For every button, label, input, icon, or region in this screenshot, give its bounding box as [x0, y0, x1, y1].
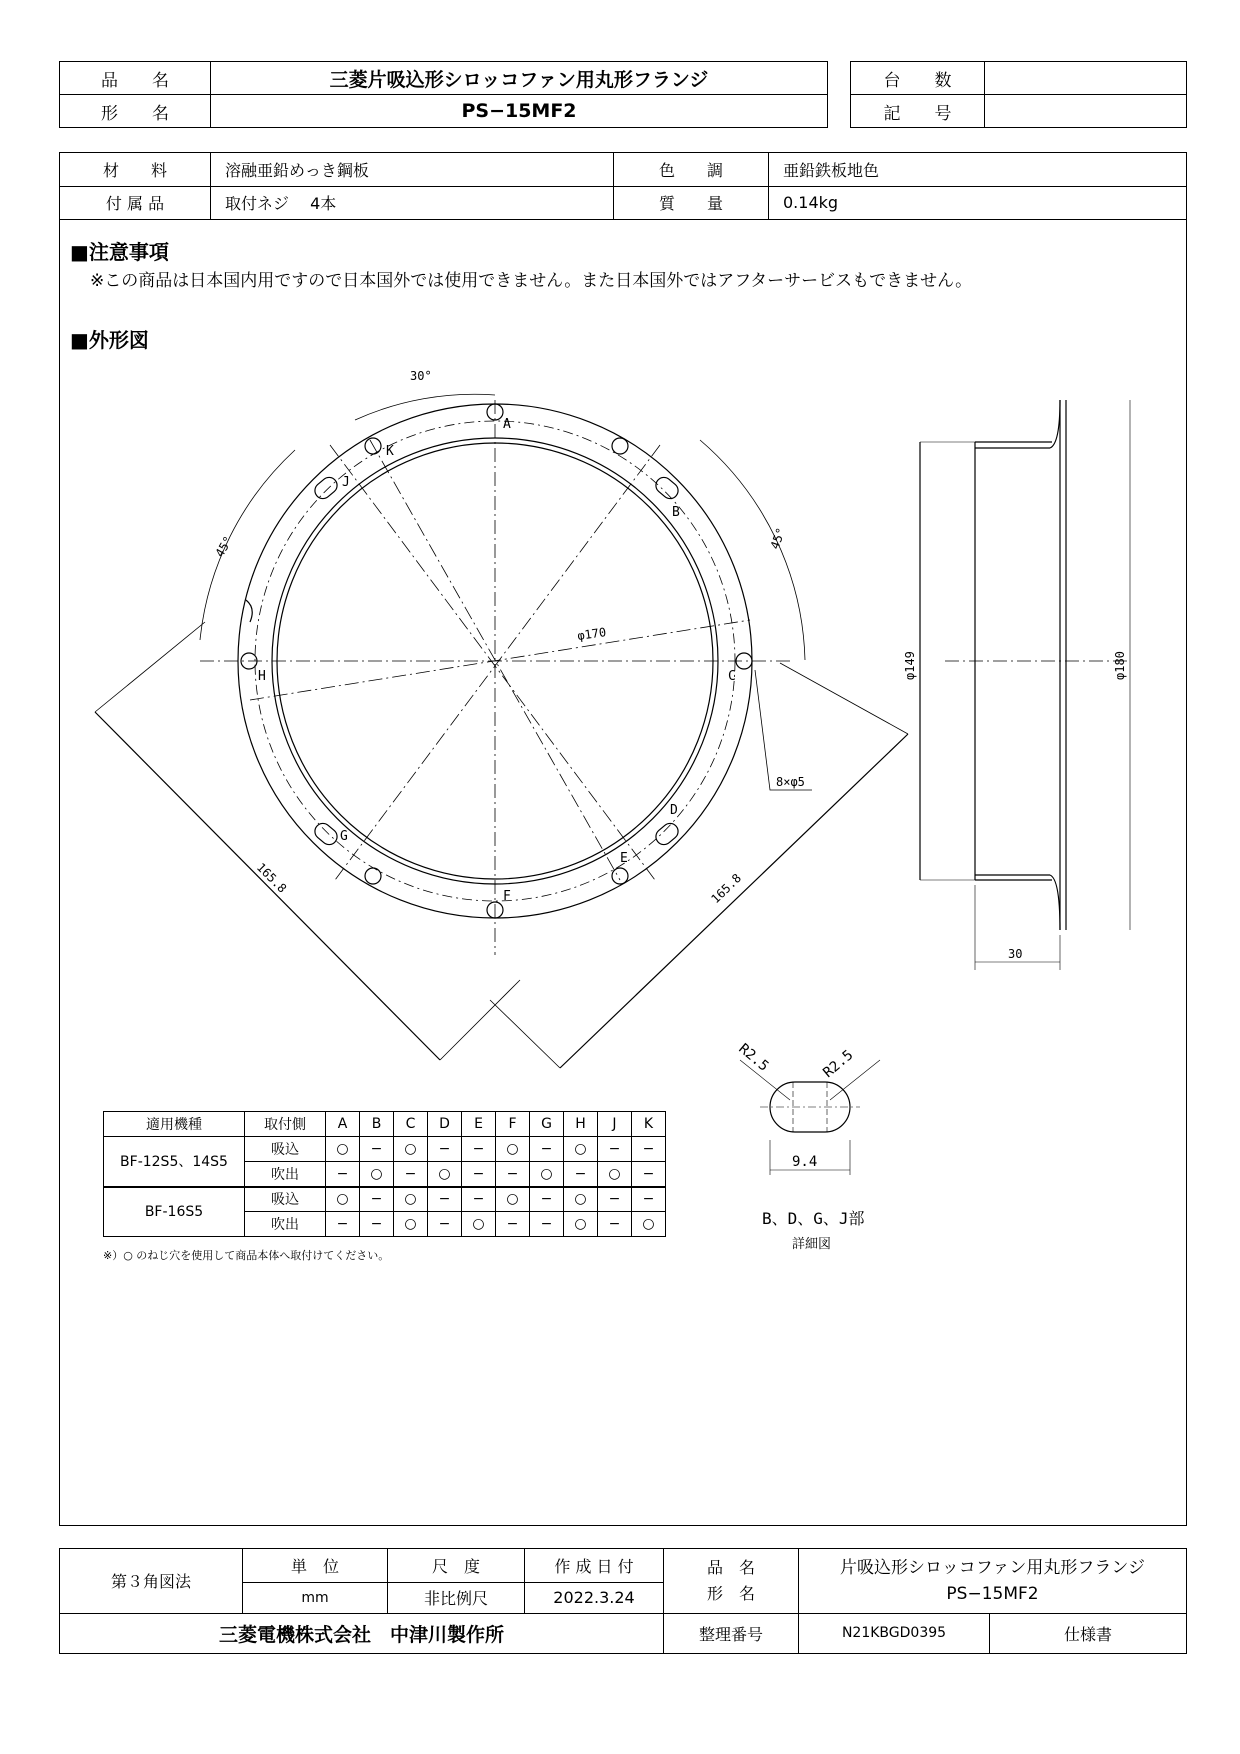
color-label: 色 調	[614, 153, 769, 187]
mount-mark: ○	[632, 1212, 666, 1237]
mount-col: H	[564, 1112, 598, 1137]
mount-mark: ○	[496, 1137, 530, 1162]
hole-bottom-left	[365, 868, 381, 884]
mount-col: E	[462, 1112, 496, 1137]
mount-h-model: 適用機種	[104, 1112, 245, 1137]
dim-149: φ149	[903, 651, 917, 680]
notice-text: ※この商品は日本国内用ですので日本国外では使用できません。また日本国外ではアフターサービスもできません。	[90, 271, 973, 291]
mount-mark: −	[598, 1212, 632, 1237]
mount-mark: −	[360, 1187, 394, 1212]
date-label: 作 成 日 付	[525, 1549, 664, 1583]
mount-mark: −	[360, 1137, 394, 1162]
date: 2022.3.24	[525, 1583, 664, 1613]
mount-mark: −	[394, 1162, 428, 1187]
mount-mark: −	[496, 1162, 530, 1187]
mount-mark: ○	[394, 1187, 428, 1212]
mount-mark: −	[462, 1162, 496, 1187]
hole-b	[653, 474, 682, 502]
mount-mark: −	[326, 1212, 360, 1237]
mount-col: G	[530, 1112, 564, 1137]
dim-holes: 8×φ5	[776, 775, 805, 789]
mount-mark: −	[632, 1187, 666, 1212]
mount-mark: ○	[530, 1162, 564, 1187]
symbol-label: 記 号	[851, 95, 985, 128]
label-g: G	[340, 829, 348, 844]
accessory-value: 取付ネジ 4本	[211, 186, 614, 220]
mass-label: 質 量	[614, 186, 769, 220]
material-label: 材 料	[60, 153, 211, 187]
angle-45-right: 45°	[767, 525, 789, 552]
mount-mark: ○	[496, 1187, 530, 1212]
product-label: 品 名	[60, 62, 211, 95]
label-j: J	[342, 475, 350, 490]
mount-mark: −	[530, 1187, 564, 1212]
footer-title	[799, 1549, 1187, 1614]
footer-table	[59, 1548, 1187, 1654]
mount-footnote: ※）○ のねじ穴を使用して商品本体へ取付けてください。	[103, 1249, 390, 1262]
mount-mark: −	[496, 1212, 530, 1237]
label-e: E	[620, 851, 628, 866]
detail-r-right: R2.5	[820, 1047, 857, 1082]
dim-180: φ180	[1113, 651, 1127, 680]
hole-d	[653, 820, 682, 848]
mount-mark: −	[462, 1187, 496, 1212]
detail-caption-2: 詳細図	[792, 1237, 832, 1252]
mount-col: F	[496, 1112, 530, 1137]
angle-45-left: 45°	[212, 533, 236, 560]
name-model-labels	[664, 1549, 799, 1614]
mount-mark: ○	[428, 1162, 462, 1187]
dim-depth: 30	[1008, 947, 1023, 961]
mount-mark: ○	[360, 1162, 394, 1187]
mount-mark: ○	[462, 1212, 496, 1237]
dim-170: φ170	[576, 625, 608, 643]
mount-side: 吸込	[245, 1187, 326, 1212]
mount-mark: −	[632, 1162, 666, 1187]
hole-e	[612, 868, 628, 884]
label-h: H	[258, 669, 266, 684]
hole-j	[312, 474, 341, 502]
color-value: 亜鉛鉄板地色	[769, 153, 1187, 187]
mount-mark: ○	[598, 1162, 632, 1187]
label-a: A	[503, 417, 511, 432]
mount-col: D	[428, 1112, 462, 1137]
mount-mark: −	[598, 1187, 632, 1212]
footer-model-label: 形 名	[706, 1583, 755, 1603]
material-value: 溶融亜鉛めっき鋼板	[211, 153, 614, 187]
mount-mark: −	[428, 1187, 462, 1212]
mount-mark: −	[564, 1162, 598, 1187]
detail-len: 9.4	[792, 1154, 818, 1170]
scale-label: 尺 度	[388, 1549, 525, 1583]
company: 三菱電機株式会社 中津川製作所	[60, 1613, 664, 1653]
label-f: F	[503, 889, 511, 904]
mount-mark: −	[632, 1137, 666, 1162]
dim-diag-right: 165.8	[708, 870, 745, 907]
flange-notch	[246, 600, 252, 622]
detail-r-left: R2.5	[735, 1040, 772, 1075]
mass-value: 0.14kg	[769, 186, 1187, 220]
ref: N21KBGD0395	[799, 1613, 990, 1653]
model-label: 形 名	[60, 95, 211, 128]
label-k: K	[386, 444, 394, 459]
mount-col: C	[394, 1112, 428, 1137]
mount-mark: ○	[394, 1212, 428, 1237]
projection: 第３角図法	[60, 1549, 243, 1614]
mount-mark: ○	[394, 1137, 428, 1162]
label-b: B	[672, 505, 680, 520]
footer-name: 片吸込形シロッコファン用丸形フランジ	[840, 1557, 1145, 1578]
label-c: C	[728, 669, 736, 684]
mount-mark: ○	[326, 1137, 360, 1162]
mount-table	[103, 1111, 666, 1237]
mount-side: 吸込	[245, 1137, 326, 1162]
mount-mark: ○	[564, 1137, 598, 1162]
mount-mark: −	[326, 1162, 360, 1187]
mount-mark: ○	[564, 1212, 598, 1237]
mount-col: K	[632, 1112, 666, 1137]
scale: 非比例尺	[388, 1583, 525, 1613]
hole-top-right	[612, 438, 628, 454]
mount-mark: −	[530, 1212, 564, 1237]
mount-side: 吹出	[245, 1162, 326, 1187]
mount-model: BF-16S5	[104, 1187, 245, 1237]
model-name: PS−15MF2	[211, 95, 828, 128]
ref-label: 整理番号	[664, 1613, 799, 1653]
unit-label: 単 位	[243, 1549, 388, 1583]
mount-h-side: 取付側	[245, 1112, 326, 1137]
doc-type: 仕様書	[990, 1613, 1187, 1653]
hole-g	[312, 820, 341, 848]
mount-mark: ○	[326, 1187, 360, 1212]
mount-mark: ○	[564, 1187, 598, 1212]
mount-col: J	[598, 1112, 632, 1137]
mount-mark: −	[462, 1137, 496, 1162]
unit: mm	[243, 1583, 388, 1613]
product-name: 三菱片吸込形シロッコファン用丸形フランジ	[211, 62, 828, 95]
detail-caption-1: B、D、G、J部	[762, 1209, 865, 1228]
side-view	[920, 400, 1130, 970]
mount-mark: −	[598, 1137, 632, 1162]
mount-model: BF-12S5、14S5	[104, 1137, 245, 1187]
mount-col: A	[326, 1112, 360, 1137]
accessory-label: 付 属 品	[60, 186, 211, 220]
mount-mark: −	[360, 1212, 394, 1237]
mount-mark: −	[530, 1137, 564, 1162]
qty-label: 台 数	[851, 62, 985, 95]
footer-model: PS−15MF2	[946, 1583, 1039, 1604]
notice-title: ■注意事項	[70, 240, 169, 264]
label-d: D	[670, 803, 678, 818]
footer-name-label: 品 名	[706, 1557, 755, 1577]
dim-diag-left: 165.8	[253, 860, 290, 896]
mount-mark: −	[428, 1137, 462, 1162]
mount-mark: −	[428, 1212, 462, 1237]
mount-side: 吹出	[245, 1212, 326, 1237]
outline-title: ■外形図	[70, 328, 149, 352]
mount-col: B	[360, 1112, 394, 1137]
angle-30: 30°	[410, 369, 432, 383]
